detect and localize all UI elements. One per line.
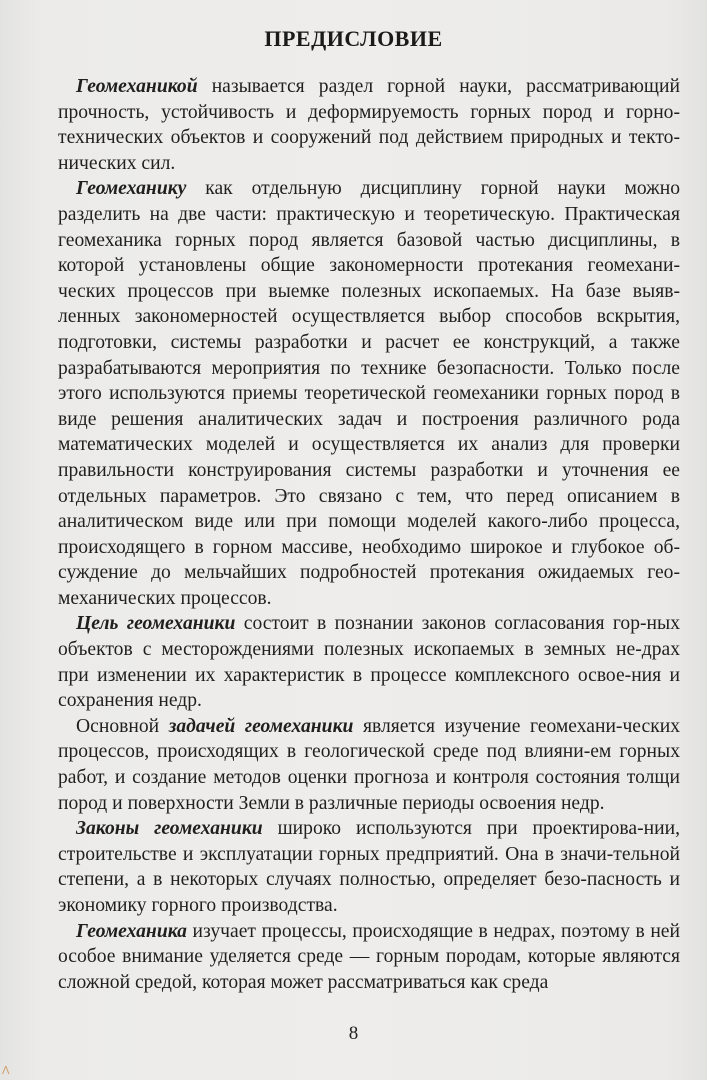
paragraph-5-text: широко используются при проектирова-нии, строительстве и эксплуатации горных предприятий. Она в значи-тельной степени, а в некоторых случаях полностью, определяет безо-пасность и экономику горного производства.	[58, 818, 680, 916]
body-text	[58, 74, 680, 995]
page-number: 8	[348, 1023, 359, 1044]
paragraph-3-text: состоит в познании законов согласования гор-ных объектов с месторождениями полезных ископаемых в земных не-драх при изменении их характеристик в процессе комплексного освое-ния и сохранения недр.	[58, 613, 680, 712]
paragraph-4-text: является изучение геомехани-ческих процессов, происходящих в геологической среде под влияни-ем горных работ, и создание методов оценки прогноза и контроля состояния толщи пород и поверхности Земли в различные периоды освоения недр.	[58, 715, 680, 814]
page-title: ПРЕДИСЛОВИЕ	[264, 26, 443, 51]
paragraph-6	[58, 919, 680, 996]
paragraph-4-lead: Основной	[76, 715, 169, 737]
paragraph-5-term: Законы геомеханики	[76, 818, 263, 840]
paragraph-4	[58, 714, 680, 816]
paragraph-1-text: называется раздел горной науки, рассматривающий прочность, устойчивость и деформируемость горных пород и горно-технических объектов и сооружений под действием природных и текто-нических сил.	[58, 76, 680, 174]
paragraph-3-term: Цель геомеханики	[76, 613, 236, 635]
paragraph-2	[58, 176, 680, 611]
paragraph-2-text: как отдельную дисциплину горной науки можно разделить на две части: практическую и теоретическую. Практическая геомеханика горных пород является базовой частью дисциплины, в которой установлены общие закономерности протекания геомехани-ческих процессов при выемке полезных ископаемых. На базе выяв-ленных закономерностей осуществляется выбор способов вскрытия, подготовки, системы разработки и расчет ее конструкций, а также разрабатываются мероприятия по технике безопасности. Только после этого используются приемы теоретической геомеханики горных пород в виде решения аналитических задач и построения различного рода математических моделей и осуществляется их анализ для проверки правильности конструирования системы разработки и уточнения ее отдельных параметров. Это связано с тем, что перед описанием в аналитическом виде или при помощи моделей какого-либо процесса, происходящего в горном массиве, необходимо широкое и глубокое об-суждение до мельчайших подробностей протекания ожидаемых гео-механических процессов.	[58, 178, 680, 609]
paragraph-4-term: задачей геомеханики	[168, 715, 354, 737]
paragraph-6-term: Геомеханика	[76, 920, 187, 942]
corner-mark: Λ	[2, 1064, 10, 1077]
paragraph-2-term: Геомеханику	[76, 178, 187, 200]
paragraph-1	[58, 74, 680, 176]
paragraph-1-term: Геомеханикой	[76, 76, 198, 97]
paragraph-6-text: изучает процессы, происходящие в недрах, поэтому в ней особое внимание уделяется среде — горным породам, которые являются сложной средой, которая может рассматриваться как среда	[58, 920, 680, 993]
paragraph-5	[58, 816, 680, 918]
paragraph-3	[58, 611, 680, 713]
